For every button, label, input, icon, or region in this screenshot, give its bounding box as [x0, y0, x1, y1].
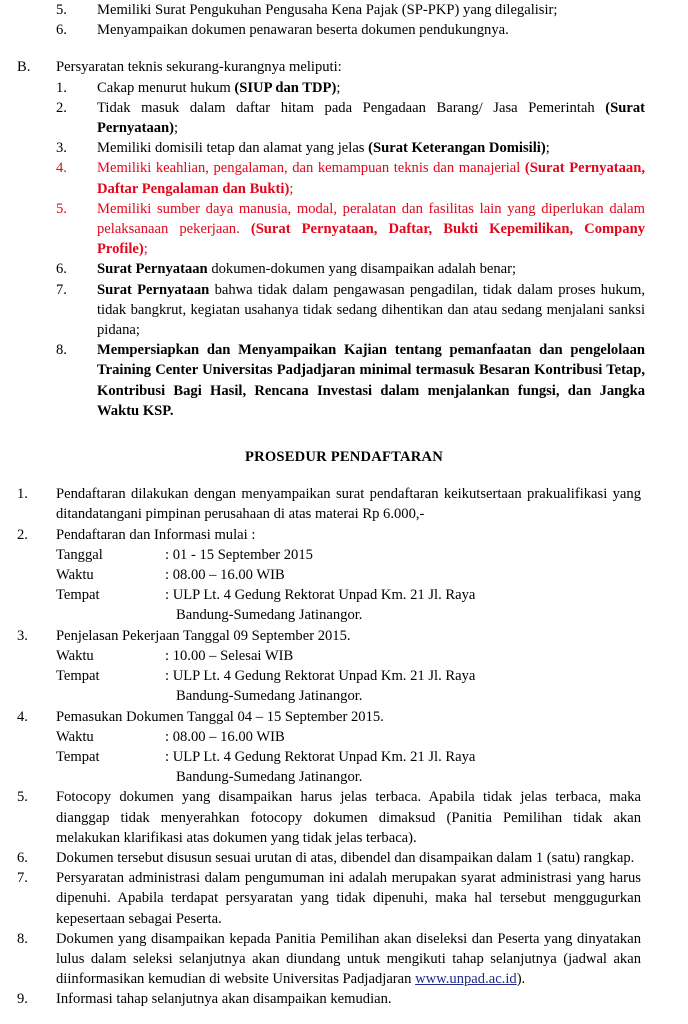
list-item — [0, 848, 688, 868]
list-marker: 9. — [17, 991, 28, 1008]
detail-value: : ULP Lt. 4 Gedung Rektorat Unpad Km. 21 Jl. Raya — [165, 587, 476, 604]
list-text: Pendaftaran dan Informasi mulai : — [56, 526, 256, 543]
detail-value-continuation: Bandung-Sumedang Jatinangor. — [176, 769, 363, 786]
section-letter: B. — [17, 59, 31, 76]
heading-spacer-bottom — [0, 467, 688, 484]
detail-label: Waktu — [56, 728, 94, 745]
list-marker: 4. — [56, 160, 67, 177]
list-text — [56, 929, 641, 990]
list-item — [0, 989, 688, 1009]
plain-text: ; — [174, 120, 179, 137]
emphasis-text: (Surat Keterangan Domisili) — [368, 140, 546, 157]
emphasis-text: (SIUP dan TDP) — [234, 79, 337, 96]
detail-value: : ULP Lt. 4 Gedung Rektorat Unpad Km. 21 Jl. Raya — [165, 748, 476, 765]
list-item — [0, 98, 688, 138]
list-marker: 3. — [17, 627, 28, 644]
list-text — [97, 280, 645, 341]
list-marker: 1. — [56, 79, 67, 96]
list-marker: 5. — [56, 2, 67, 18]
detail-label: Tanggal — [56, 546, 103, 563]
section-title: Persyaratan teknis sekurang-kurangnya meliputi: — [56, 59, 342, 76]
list-text: Dokumen tersebut disusun sesuai urutan di atas, dibendel dan disampaikan dalam 1 (satu) rangkap. — [56, 849, 635, 866]
emphasis-text: Surat Pernyataan — [97, 281, 210, 298]
plain-text: Tidak masuk dalam daftar hitam pada Pengadaan Barang/ Jasa Pemerintah — [97, 99, 606, 116]
detail-label: Tempat — [56, 748, 100, 765]
list-item — [0, 525, 688, 545]
detail-label: Waktu — [56, 647, 94, 664]
detail-value: : 08.00 – 16.00 WIB — [165, 567, 285, 584]
list-item — [0, 78, 688, 98]
section-b-item-list — [0, 78, 688, 421]
detail-row — [0, 646, 688, 666]
list-marker: 7. — [56, 281, 67, 298]
plain-text: Memiliki sumber daya manusia, modal, peralatan dan fasilitas lain yang diperlukan dalam pelaksanaan pekerjaan. — [97, 200, 645, 238]
list-item — [0, 138, 688, 158]
plain-text: ; — [289, 180, 294, 197]
plain-text: ). — [516, 971, 526, 988]
plain-text: ; — [143, 241, 148, 258]
detail-value-continuation: Bandung-Sumedang Jatinangor. — [176, 688, 363, 705]
list-marker: 6. — [56, 22, 67, 39]
list-marker: 6. — [17, 849, 28, 866]
list-text — [97, 158, 645, 198]
list-item — [0, 868, 688, 929]
detail-label: Tempat — [56, 668, 100, 685]
list-item — [0, 787, 688, 848]
detail-row — [0, 545, 688, 565]
plain-text: dokumen-dokumen yang disampaikan adalah benar; — [207, 261, 517, 278]
list-marker: 8. — [56, 342, 67, 359]
section-a-tail — [0, 0, 688, 40]
list-text: Memiliki Surat Pengukuhan Pengusaha Kena Pajak (SP-PKP) yang dilegalisir; — [97, 2, 558, 18]
heading-spacer-top — [0, 421, 688, 438]
detail-row — [0, 666, 688, 686]
list-item — [0, 158, 688, 198]
list-item — [0, 199, 688, 260]
detail-row — [0, 727, 688, 747]
list-text: Fotocopy dokumen yang disampaikan harus jelas terbaca. Apabila tidak jelas terbaca, maka dianggap tidak menyerahkan fotocopy dokumen dimaksud (Panitia Pemilihan tidak akan melakukan klarifikasi atas dokumen yang tidak jelas terbaca). — [56, 789, 641, 846]
list-marker: 2. — [17, 526, 28, 543]
emphasis-text: Surat Pernyataan — [97, 261, 208, 278]
list-text — [97, 259, 645, 279]
list-item — [0, 929, 688, 990]
section-spacer — [0, 40, 688, 57]
heading-spacer-top2 — [0, 438, 688, 447]
detail-row — [0, 747, 688, 767]
detail-row — [0, 565, 688, 585]
procedure-item-list — [0, 484, 688, 1009]
detail-value-continuation: Bandung-Sumedang Jatinangor. — [176, 607, 363, 624]
list-text: Pendaftaran dilakukan dengan menyampaikan surat pendaftaran keikutsertaan prakualifikasi yang ditandatangani pimpinan perusahaan di atas materai Rp 6.000,- — [56, 486, 641, 523]
detail-value: : 01 - 15 September 2015 — [165, 546, 313, 563]
list-marker: 3. — [56, 140, 67, 157]
list-item — [0, 259, 688, 279]
list-marker: 2. — [56, 99, 67, 116]
list-marker: 4. — [17, 708, 28, 725]
list-item — [0, 0, 688, 20]
plain-text: ; — [336, 79, 341, 96]
detail-value: : 10.00 – Selesai WIB — [165, 647, 294, 664]
list-marker: 5. — [56, 200, 67, 217]
detail-value: : 08.00 – 16.00 WIB — [165, 728, 285, 745]
list-item — [0, 20, 688, 40]
list-text — [97, 199, 645, 260]
list-text — [97, 78, 645, 98]
list-marker: 5. — [17, 789, 28, 806]
detail-row — [0, 585, 688, 605]
list-marker: 7. — [17, 870, 28, 887]
section-b — [0, 57, 688, 421]
emphasis-text: (Surat Pernyataan) — [97, 99, 645, 137]
list-text: Penjelasan Pekerjaan Tanggal 09 September 2015. — [56, 627, 351, 644]
website-link[interactable]: www.unpad.ac.id — [415, 971, 517, 988]
list-marker: 6. — [56, 261, 67, 278]
detail-label: Waktu — [56, 567, 94, 584]
list-item — [0, 484, 688, 524]
list-text — [97, 138, 645, 158]
plain-text: bahwa tidak dalam pengawasan pengadilan, tidak dalam proses hukum, tidak bangkrut, kegiatan usahanya tidak sedang dihentikan dan atau sedang menjalani sanksi pidana; — [97, 281, 645, 339]
list-text — [97, 98, 645, 138]
list-marker: 8. — [17, 930, 28, 947]
page-title: PROSEDUR PENDAFTARAN — [245, 449, 443, 466]
list-text: Persyaratan administrasi dalam pengumuman ini adalah merupakan syarat administrasi yang harus dipenuhi. Apabila terdapat persyaratan yang tidak dipenuhi, maka hal tersebut menggugurkan kepesertaan sebagai Peserta. — [56, 870, 641, 927]
list-item — [0, 340, 688, 421]
section-b-heading-row — [0, 57, 688, 77]
list-text — [97, 340, 645, 421]
emphasis-text: (Surat Pernyataan, Daftar, Bukti Kepemilikan, Company Profile) — [97, 221, 645, 258]
emphasis-text: (Surat Pernyataan, Daftar Pengalaman dan Bukti) — [97, 160, 645, 197]
list-item — [0, 626, 688, 646]
list-item — [0, 280, 688, 341]
detail-value: : ULP Lt. 4 Gedung Rektorat Unpad Km. 21 Jl. Raya — [165, 668, 476, 685]
list-text: Informasi tahap selanjutnya akan disampaikan kemudian. — [56, 991, 392, 1008]
list-marker: 1. — [17, 486, 28, 503]
plain-text: Memiliki keahlian, pengalaman, dan kemampuan teknis dan manajerial — [97, 160, 525, 177]
plain-text: Memiliki domisili tetap dan alamat yang jelas — [97, 140, 369, 157]
plain-text: Cakap menurut hukum — [97, 79, 235, 96]
plain-text: ; — [545, 140, 550, 157]
detail-label: Tempat — [56, 587, 100, 604]
list-text: Pemasukan Dokumen Tanggal 04 – 15 September 2015. — [56, 708, 384, 725]
plain-text: Dokumen yang disampaikan kepada Panitia Pemilihan akan diseleksi dan Peserta yang dinyatakan lulus dalam seleksi selanjutnya akan diundang untuk mengikuti tahap selanjutnya (jadwal akan diinformasikan kemudian di website Universitas Padjadjaran — [56, 930, 641, 988]
list-text: Menyampaikan dokumen penawaran beserta dokumen pendukungnya. — [97, 22, 509, 39]
emphasis-text: Mempersiapkan dan Menyampaikan Kajian tentang pemanfaatan dan pengelolaan Training Center Universitas Padjadjaran minimal termasuk Besaran Kontribusi Tetap, Kontribusi Bagi Hasil, Rencana Investasi dalam menjalankan fungsi, dan Jangka Waktu KSP. — [97, 342, 645, 419]
list-item — [0, 707, 688, 727]
